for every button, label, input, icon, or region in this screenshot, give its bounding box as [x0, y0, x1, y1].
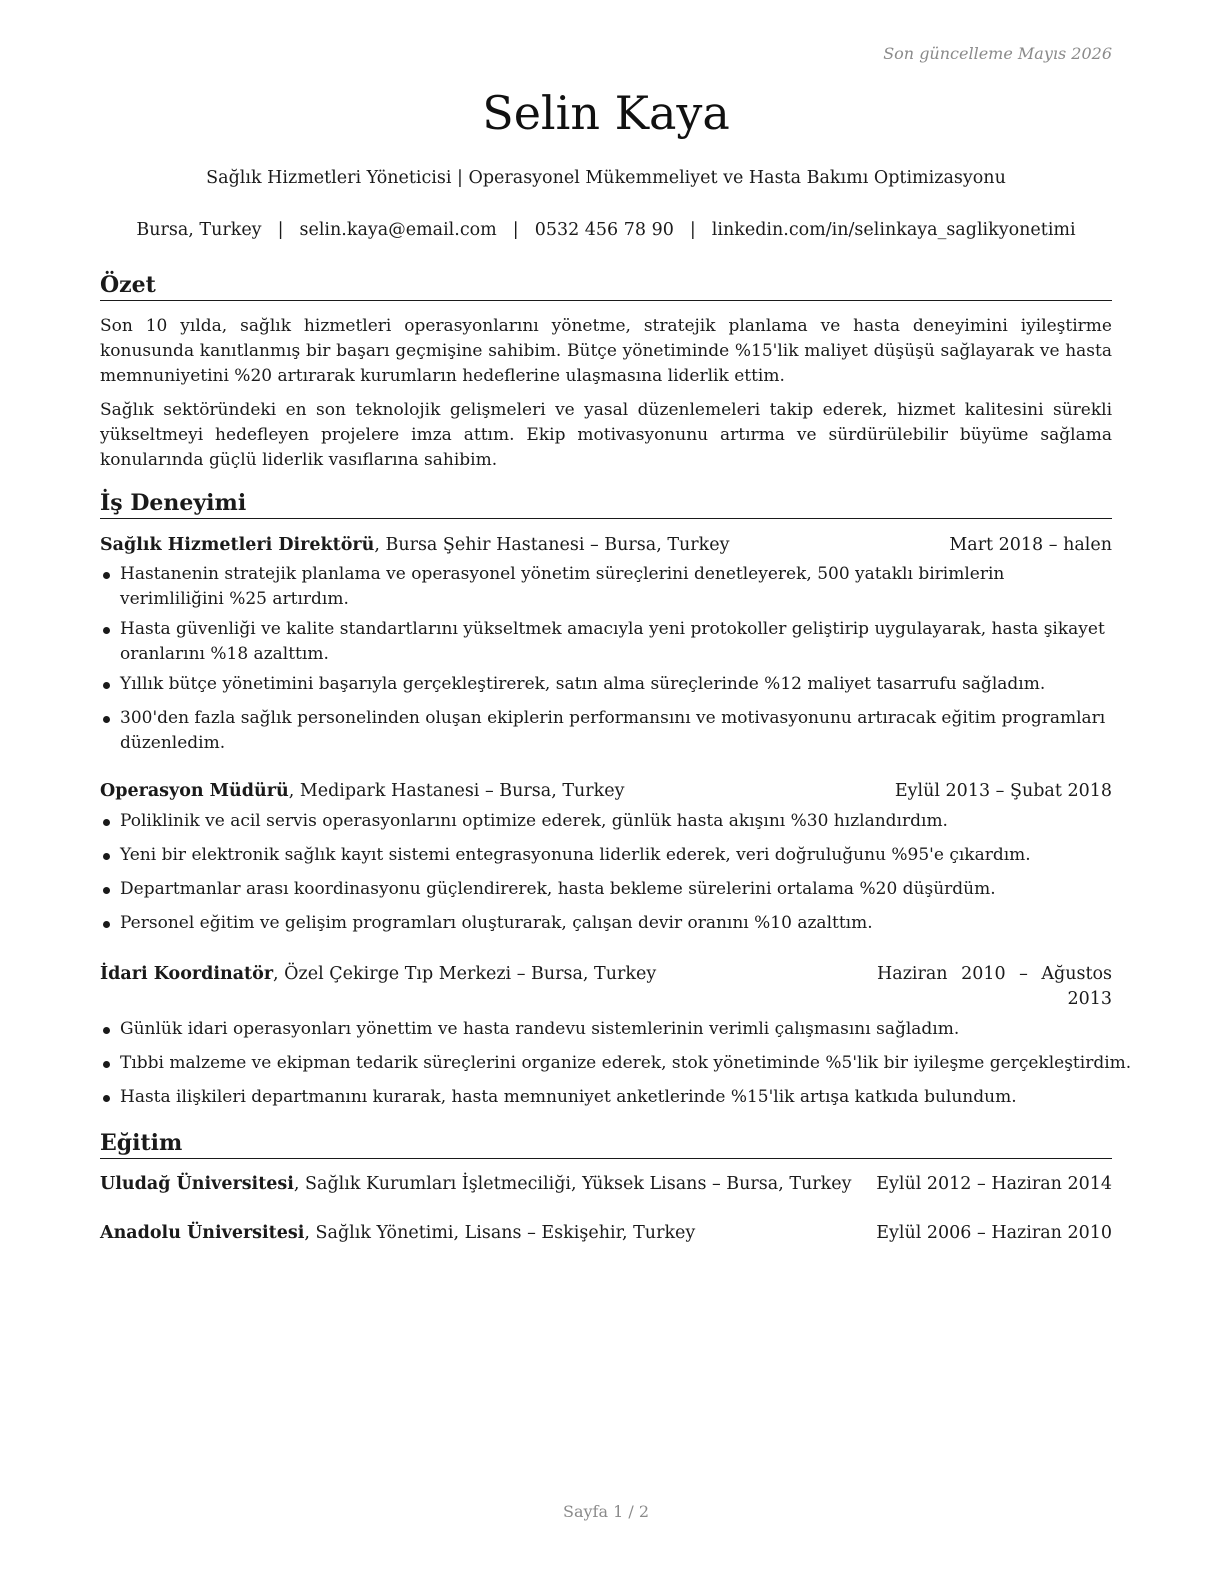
school-name: Anadolu Üniversitesi	[100, 1223, 305, 1243]
section-title-summary: Özet	[100, 272, 1112, 301]
job-title: Operasyon Müdürü	[100, 781, 289, 801]
job-org: , Özel Çekirge Tıp Merkezi – Bursa, Turkey	[273, 964, 657, 984]
contact-phone[interactable]: 0532 456 78 90	[534, 220, 674, 240]
education-detail: , Sağlık Kurumları İşletmeciliği, Yüksek Lisans – Bursa, Turkey	[293, 1174, 852, 1194]
candidate-name: Selin Kaya	[482, 86, 730, 140]
resume-page	[100, 0, 1132, 1584]
list-item: Departmanlar arası koordinasyonu güçlendirerek, hasta bekleme sürelerini ortalama %20 düşürdüm.	[100, 877, 1112, 902]
page-number: Sayfa 1 / 2	[562, 1502, 649, 1521]
contact-line	[100, 220, 1112, 240]
job-title: Sağlık Hizmetleri Direktörü	[100, 535, 375, 555]
job-dates: Mart 2018 – halen	[949, 535, 1112, 555]
job-bullets	[100, 809, 1112, 936]
job-header	[100, 533, 1112, 558]
education-dates: Eylül 2006 – Haziran 2010	[876, 1223, 1112, 1243]
education-item	[100, 1172, 1112, 1197]
list-item: Günlük idari operasyonları yönettim ve hasta randevu sistemlerinin verimli çalışmasını sağladım.	[100, 1017, 1112, 1042]
list-item: Poliklinik ve acil servis operasyonlarını optimize ederek, günlük hasta akışını %30 hızlandırdım.	[100, 809, 1112, 834]
job-title: İdari Koordinatör	[100, 964, 274, 984]
job-dates: Haziran 2010 – Ağustos 2013	[877, 964, 1112, 1009]
list-item: Personel eğitim ve gelişim programları oluşturarak, çalışan devir oranını %10 azalttım.	[100, 911, 1112, 936]
list-item: 300'den fazla sağlık personelinden oluşan ekiplerin performansını ve motivasyonunu artıracak eğitim programları düzenledim.	[100, 706, 1112, 756]
contact-separator: |	[689, 220, 696, 240]
job-bullets	[100, 1017, 1132, 1110]
tagline: Sağlık Hizmetleri Yöneticisi | Operasyonel Mükemmeliyet ve Hasta Bakımı Optimizasyonu	[206, 168, 1006, 188]
list-item: Yıllık bütçe yönetimini başarıyla gerçekleştirerek, satın alma süreçlerinde %12 maliyet tasarrufu sağladım.	[100, 672, 1112, 697]
list-item: Yeni bir elektronik sağlık kayıt sistemi entegrasyonuna liderlik ederek, veri doğruluğunu %95'e çıkardım.	[100, 843, 1112, 868]
contact-linkedin[interactable]: linkedin.com/in/selinkaya_saglikyonetimi	[711, 220, 1076, 240]
contact-separator: |	[277, 220, 284, 240]
job-header	[100, 779, 1112, 804]
list-item: Tıbbi malzeme ve ekipman tedarik süreçlerini organize ederek, stok yönetiminde %5'lik bir iyileşme gerçekleştirdim.	[100, 1051, 1112, 1076]
summary-paragraph: Sağlık sektöründeki en son teknolojik gelişmeleri ve yasal düzenlemeleri takip ederek, hizmet kalitesini sürekli yükseltmeyi hedefleyen projelere imza attım. Ekip motivasyonunu artırma ve sürdürülebilir büyüme sağlama konularında güçlü liderlik vasıflarına sahibim.	[100, 400, 1112, 470]
contact-separator: |	[512, 220, 519, 240]
summary-paragraph: Son 10 yılda, sağlık hizmetleri operasyonlarını yönetme, stratejik planlama ve hasta deneyimini iyileştirme konusunda kanıtlanmış bir başarı geçmişine sahibim. Bütçe yönetiminde %15'lik maliyet düşüşü sağlayarak ve hasta memnuniyetini %20 artırarak kurumların hedeflerine ulaşmasına liderlik ettim.	[100, 316, 1112, 386]
list-item: Hastanenin stratejik planlama ve operasyonel yönetim süreçlerini denetleyerek, 500 yataklı birimlerin verimliliğini %25 artırdım.	[100, 562, 1112, 612]
school-name: Uludağ Üniversitesi	[100, 1174, 294, 1194]
list-item: Hasta ilişkileri departmanını kurarak, hasta memnuniyet anketlerinde %15'lik artışa katkıda bulundum.	[100, 1085, 1112, 1110]
job-org: , Medipark Hastanesi – Bursa, Turkey	[288, 781, 625, 801]
last-updated: Son güncelleme Mayıs 2026	[883, 44, 1112, 63]
section-title-education: Eğitim	[100, 1130, 1112, 1159]
job-bullets	[100, 562, 1112, 756]
job-org: , Bursa Şehir Hastanesi – Bursa, Turkey	[374, 535, 730, 555]
education-dates: Eylül 2012 – Haziran 2014	[876, 1174, 1112, 1194]
education-item	[100, 1221, 1112, 1246]
job-dates: Eylül 2013 – Şubat 2018	[894, 781, 1112, 801]
education-detail: , Sağlık Yönetimi, Lisans – Eskişehir, Turkey	[304, 1223, 696, 1243]
contact-email[interactable]: selin.kaya@email.com	[299, 220, 497, 240]
job-header	[100, 962, 1112, 1009]
section-title-experience: İş Deneyimi	[100, 490, 1112, 519]
contact-location: Bursa, Turkey	[136, 220, 262, 240]
list-item: Hasta güvenliği ve kalite standartlarını yükseltmek amacıyla yeni protokoller geliştirip uygulayarak, hasta şikayet oranlarını %18 azalttım.	[100, 617, 1112, 667]
